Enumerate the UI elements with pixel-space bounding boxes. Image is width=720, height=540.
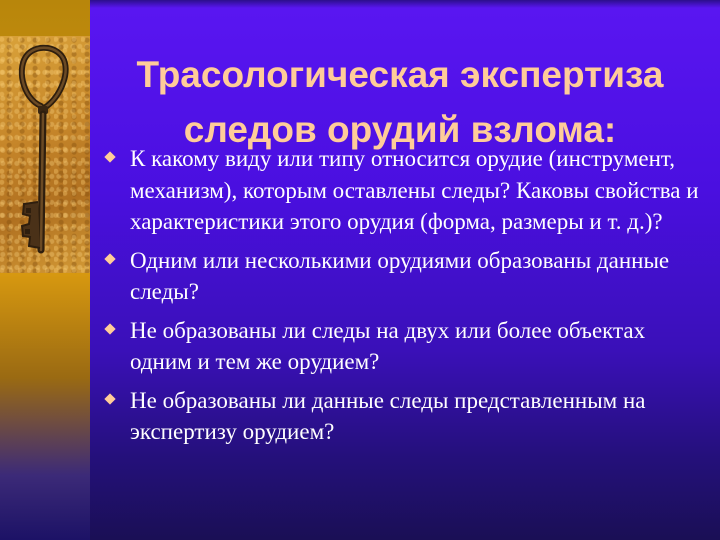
key-icon [0,36,90,273]
question-item [100,245,700,308]
question-text: Одним или несколькими орудиями образованы данные следы? [130,247,670,304]
key-photo [0,36,90,273]
slide-title [100,47,700,157]
diamond-bullet-icon [104,253,115,264]
title-line-2: следов орудий взлома: [183,108,617,150]
diamond-bullet-icon [104,151,115,162]
question-list [100,143,700,455]
question-text: Не образованы ли данные следы представленным на экспертизу орудием? [130,387,646,444]
question-item [100,143,700,238]
diamond-bullet-icon [104,323,115,334]
question-text: К какому виду или типу относится орудие (инструмент, механизм), которым оставлены следы? Каковы свойства и характеристики этого орудия (форма, размеры и т. д.)? [130,146,699,234]
title-line-1: Трасологическая экспертиза [136,53,664,95]
question-item [100,315,700,378]
question-text: Не образованы ли следы на двух или более объектах одним и тем же орудием? [130,317,646,374]
diamond-bullet-icon [104,393,115,404]
question-item [100,385,700,448]
